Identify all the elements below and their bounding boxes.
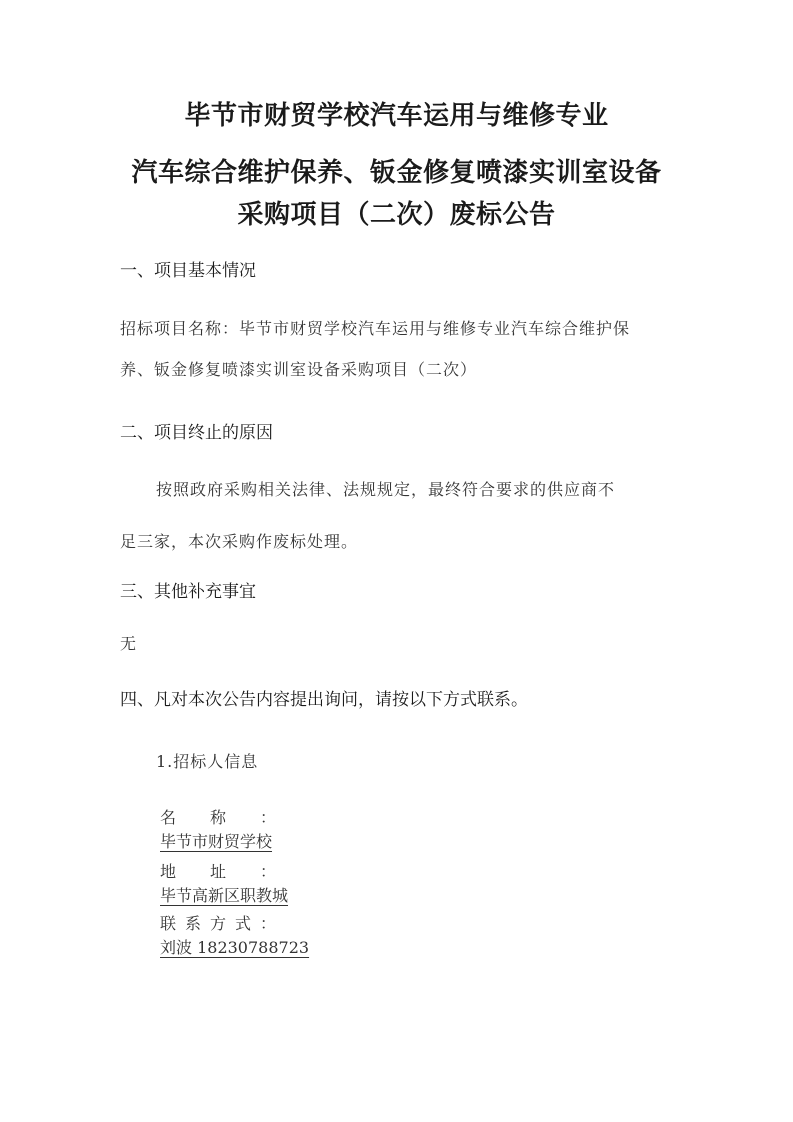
section-3-text: 无 (120, 634, 138, 653)
section-3-heading: 三、其他补充事宜 (120, 582, 256, 602)
recipient-name-row (160, 806, 276, 854)
recipient-name-label: 名 称 ： (160, 808, 276, 827)
section-2-line-1: 按照政府采购相关法律、法规规定，最终符合要求的供应商不 (156, 480, 616, 499)
section-1-line-1: 招标项目名称：毕节市财贸学校汽车运用与维修专业汽车综合维护保 (120, 319, 631, 338)
recipient-contact-row (160, 912, 309, 960)
section-2-heading: 二、项目终止的原因 (120, 423, 273, 443)
recipient-info-subheading: 1.招标人信息 (156, 752, 259, 771)
section-1-heading: 一、项目基本情况 (120, 261, 256, 281)
title-line-3: 采购项目（二次）废标公告 (237, 200, 556, 230)
recipient-address-value: 毕节高新区职教城 (160, 886, 289, 905)
recipient-contact-value: 刘波 18230788723 (160, 938, 310, 957)
title-line-2: 汽车综合维护保养、钣金修复喷漆实训室设备 (131, 158, 662, 188)
recipient-address-row (160, 860, 288, 908)
recipient-address-label: 地 址 ： (160, 862, 276, 881)
section-1-line-2: 养、钣金修复喷漆实训室设备采购项目（二次） (120, 360, 478, 379)
title-line-1: 毕节市财贸学校汽车运用与维修专业 (184, 101, 609, 131)
recipient-name-value: 毕节市财贸学校 (160, 832, 273, 851)
section-2-line-2: 足三家，本次采购作废标处理。 (120, 532, 359, 551)
section-4-heading: 四、凡对本次公告内容提出询问，请按以下方式联系。 (120, 690, 528, 710)
recipient-contact-label: 联 系 方 式 ： (160, 914, 276, 933)
